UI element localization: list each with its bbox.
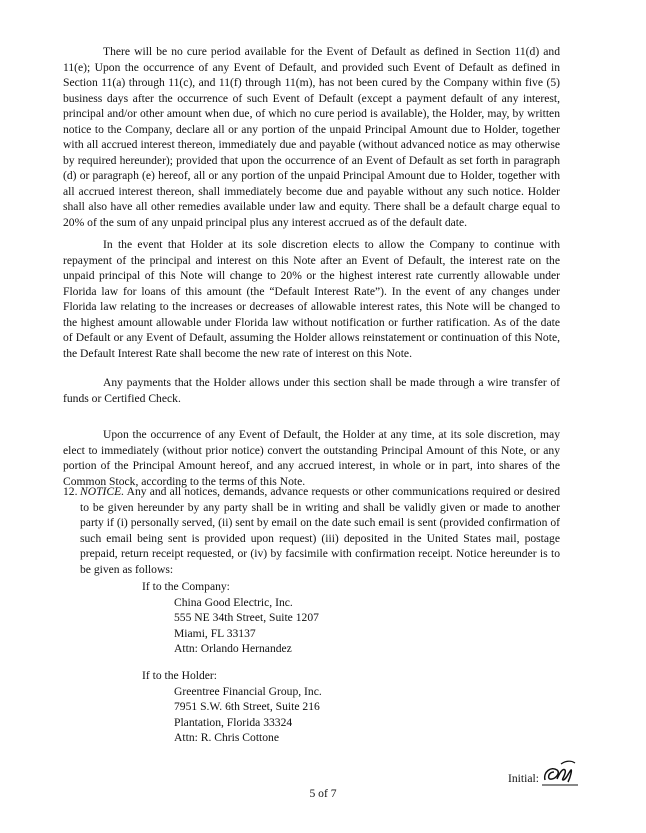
holder-address-block <box>142 668 322 746</box>
section-body <box>80 484 560 577</box>
paragraph-cure-period <box>63 44 560 230</box>
holder-name: Greentree Financial Group, Inc. <box>174 684 322 698</box>
paragraph-text: There will be no cure period available for the Event of Default as defined in Section 11(d) and 11(e); Upon the occurrence of any Event of Default, and provided such Event of Default as defined in Section 11(a) through 11(c), and 11(f) through 11(m), has not been cured by the Company within five (5) business days after the occurrence of such Event of Default (except a payment default of any interest, principal and/or other amount when due, of which no cure period is available), the Holder, may, by written notice to the Company, declare all or any portion of the unpaid Principal Amount due to Holder, together with all accrued interest thereon, immediately due and payable (without advanced notice as may otherwise by required hereunder); provided that upon the occurrence of an Event of Default as set forth in paragraph (d) or paragraph (e) hereof, all or any portion of the unpaid Principal Amount due to Holder, together with all accrued interest thereon, shall immediately become due and payable without any such notice. Holder shall also have all other remedies available under law and equity. There shall be a default charge equal to 20% of the sum of any unpaid principal plus any interest accrued as of the default date. <box>63 45 560 229</box>
paragraph-text: Any payments that the Holder allows under this section shall be made through a wire transfer of funds or Certified Check. <box>63 376 560 405</box>
paragraph-payments <box>63 375 560 406</box>
page-number: 5 of 7 <box>309 787 337 800</box>
company-city: Miami, FL 33137 <box>174 626 256 640</box>
holder-city: Plantation, Florida 33324 <box>174 715 293 729</box>
paragraph-text: In the event that Holder at its sole discretion elects to allow the Company to continue with repayment of the principal and interest on this Note after an Event of Default, the interest rate on the unpaid principal of this Note will change to 20% or the highest interest rate currently allowable under Florida law for loans of this amount (the “Default Interest Rate”). In the event of any changes under Florida law relating to the increases or decreases of allowable interest rates, this Note will be changed to the highest amount allowable under Florida law without notification or further ratification. As of the date of Default or any Event of Default, assuming the Holder allows reinstatement or continuation of this Note, the Default Interest Rate shall become the new rate of interest on this Note. <box>63 238 560 360</box>
paragraph-text: Upon the occurrence of any Event of Default, the Holder at any time, at its sole discretion, may elect to immediately (without prior notice) convert the outstanding Principal Amount of this Note, or any portion of the Principal Amount hereof, and any accrued interest, in whole or in part, into shares of the Common Stock, according to the terms of this Note. <box>63 428 560 488</box>
holder-address-label: If to the Holder: <box>142 669 218 682</box>
holder-street: 7951 S.W. 6th Street, Suite 216 <box>174 700 320 713</box>
holder-attn: Attn: R. Chris Cottone <box>174 731 279 744</box>
company-name: China Good Electric, Inc. <box>174 595 293 609</box>
company-address-block <box>142 579 319 657</box>
company-address-label: If to the Company: <box>142 580 230 593</box>
initials-signature-icon <box>541 758 579 788</box>
paragraph-conversion <box>63 427 560 489</box>
paragraph-default-interest <box>63 237 560 361</box>
section-number: 12. <box>63 485 78 498</box>
initial-label: Initial: <box>508 772 539 785</box>
section-text: Any and all notices, demands, advance requests or other communications required or desired to be given hereunder by any party shall be in writing and shall be validly given or made to another party if (i) personally served, (ii) sent by email on the date such email is sent (provided confirmation of such email being sent is provided upon request) (iii) deposited in the United States mail, postage prepaid, return receipt requested, or (iv) by facsimile with confirmation receipt. Notice hereunder is to be given as follows: <box>80 485 560 576</box>
section-heading: NOTICE. <box>80 485 125 498</box>
company-attn: Attn: Orlando Hernandez <box>174 642 292 655</box>
company-street: 555 NE 34th Street, Suite 1207 <box>174 611 319 624</box>
section-notice <box>63 484 560 577</box>
